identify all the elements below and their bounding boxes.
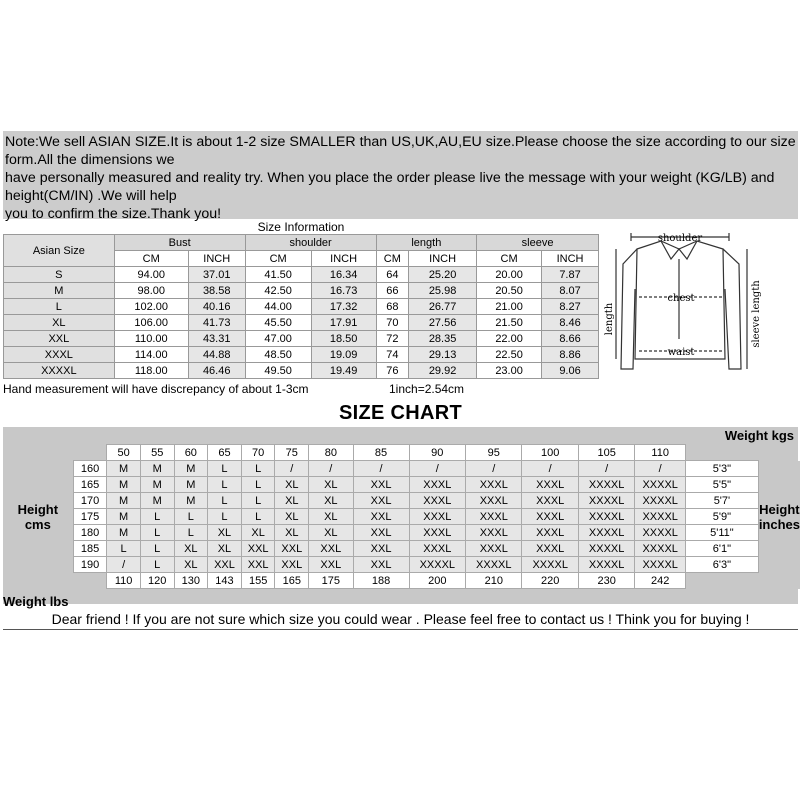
size-cell: L xyxy=(174,525,208,541)
measurement-cell: 44.00 xyxy=(245,299,311,315)
measurement-cell: 40.16 xyxy=(188,299,245,315)
measurement-cell: 22.00 xyxy=(477,331,542,347)
size-cell: M xyxy=(140,477,174,493)
height-row xyxy=(3,493,800,509)
blank-cell xyxy=(73,445,107,461)
measurement-cell: 19.49 xyxy=(311,363,376,379)
weight-lbs-cell: 188 xyxy=(353,573,409,589)
measurement-cell: 26.77 xyxy=(409,299,477,315)
size-information-table xyxy=(3,219,599,379)
blank-cell xyxy=(686,445,759,461)
measurement-cell: 48.50 xyxy=(245,347,311,363)
height-inch-cell: 5'9" xyxy=(686,509,759,525)
height-cm-cell: 190 xyxy=(73,557,107,573)
size-cell: XL xyxy=(174,557,208,573)
blank-cell xyxy=(3,445,73,461)
height-inch-cell: 6'1" xyxy=(686,541,759,557)
measurement-cell: 94.00 xyxy=(114,267,188,283)
size-cell: XXL xyxy=(208,557,242,573)
weight-kg-cell: 55 xyxy=(140,445,174,461)
unit-header: INCH xyxy=(311,251,376,267)
footer-message: Dear friend ! If you are not sure which size you could wear . Please feel free to contact us ! Think you for buying ! xyxy=(3,609,798,630)
size-cell: XXXL xyxy=(466,525,522,541)
size-cell: M xyxy=(174,461,208,477)
size-label: XL xyxy=(4,315,115,331)
sleeve-length-label: sleeve length xyxy=(751,280,762,348)
size-info-row xyxy=(4,315,599,331)
height-inches-label: Height inches xyxy=(758,461,800,573)
measurement-cell: 47.00 xyxy=(245,331,311,347)
size-cell: XXXXL xyxy=(635,509,686,525)
weight-lbs-cell: 155 xyxy=(241,573,275,589)
measurement-cell: 8.86 xyxy=(542,347,599,363)
height-inch-cell: 6'3" xyxy=(686,557,759,573)
height-row xyxy=(3,525,800,541)
size-cell: M xyxy=(174,477,208,493)
height-row xyxy=(3,541,800,557)
size-chart-table xyxy=(3,444,800,589)
weight-lbs-cell: 242 xyxy=(635,573,686,589)
size-cell: L xyxy=(241,477,275,493)
size-cell: L xyxy=(140,509,174,525)
size-cell: XXXXL xyxy=(578,477,634,493)
size-cell: XXXXL xyxy=(578,557,634,573)
note-line: Note:We sell ASIAN SIZE.It is about 1-2 size SMALLER than US,UK,AU,EU size.Please choose the size according to our size xyxy=(5,134,796,150)
size-cell: XL xyxy=(174,541,208,557)
measurement-footnote xyxy=(3,382,599,398)
size-cell: XXXXL xyxy=(635,493,686,509)
size-cell: XXXL xyxy=(522,525,578,541)
size-cell: XXXL xyxy=(409,493,465,509)
size-cell: XXXXL xyxy=(409,557,465,573)
measurement-cell: 21.00 xyxy=(477,299,542,315)
size-cell: M xyxy=(107,477,141,493)
sleeve-header: sleeve xyxy=(477,235,599,251)
weight-lbs-cell: 220 xyxy=(522,573,578,589)
height-inch-cell: 5'3" xyxy=(686,461,759,477)
measurement-cell: 17.91 xyxy=(311,315,376,331)
measurement-cell: 76 xyxy=(376,363,408,379)
weight-kg-cell: 90 xyxy=(409,445,465,461)
measurement-cell: 29.13 xyxy=(409,347,477,363)
shoulder-label: shoulder xyxy=(657,233,703,244)
size-cell: L xyxy=(140,541,174,557)
weight-lbs-cell: 120 xyxy=(140,573,174,589)
measurement-cell: 16.34 xyxy=(311,267,376,283)
size-cell: XXXL xyxy=(466,493,522,509)
measurement-cell: 7.87 xyxy=(542,267,599,283)
size-cell: XL xyxy=(275,525,309,541)
weight-lbs-cell: 200 xyxy=(409,573,465,589)
measurement-cell: 27.56 xyxy=(409,315,477,331)
size-cell: / xyxy=(466,461,522,477)
size-cell: XXL xyxy=(353,509,409,525)
size-cell: M xyxy=(107,509,141,525)
size-cell: XXXL xyxy=(409,509,465,525)
measurement-cell: 29.92 xyxy=(409,363,477,379)
height-cms-label: Height cms xyxy=(3,461,73,573)
size-cell: XL xyxy=(309,493,353,509)
blank-cell xyxy=(3,573,73,589)
height-inch-cell: 5'7' xyxy=(686,493,759,509)
measurement-cell: 72 xyxy=(376,331,408,347)
measurement-cell: 8.07 xyxy=(542,283,599,299)
size-cell: L xyxy=(208,461,242,477)
weight-kg-row xyxy=(3,445,800,461)
measurement-cell: 64 xyxy=(376,267,408,283)
height-inch-cell: 5'11" xyxy=(686,525,759,541)
discrepancy-note: Hand measurement will have discrepancy of about 1-3cm xyxy=(3,382,309,396)
size-cell: XXL xyxy=(241,541,275,557)
weight-lbs-cell: 230 xyxy=(578,573,634,589)
size-label: L xyxy=(4,299,115,315)
size-cell: / xyxy=(309,461,353,477)
note-line: have personally measured and reality try. When you place the order please live the message with your weight (KG/LB) and xyxy=(5,170,775,186)
measurement-cell: 70 xyxy=(376,315,408,331)
size-cell: XXXL xyxy=(466,541,522,557)
size-chart-title: SIZE CHART xyxy=(339,402,462,424)
measurement-cell: 98.00 xyxy=(114,283,188,299)
size-cell: XXL xyxy=(275,541,309,557)
weight-lbs-cell: 210 xyxy=(466,573,522,589)
weight-kg-cell: 110 xyxy=(635,445,686,461)
blank-cell xyxy=(686,573,759,589)
height-cm-cell: 165 xyxy=(73,477,107,493)
measurement-cell: 25.20 xyxy=(409,267,477,283)
weight-kg-cell: 50 xyxy=(107,445,141,461)
size-cell: M xyxy=(107,461,141,477)
size-cell: XL xyxy=(241,525,275,541)
size-cell: / xyxy=(107,557,141,573)
measurement-cell: 41.50 xyxy=(245,267,311,283)
measurement-cell: 110.00 xyxy=(114,331,188,347)
size-cell: XXXL xyxy=(466,477,522,493)
weight-kg-cell: 60 xyxy=(174,445,208,461)
measurement-cell: 16.73 xyxy=(311,283,376,299)
size-cell: L xyxy=(208,477,242,493)
chest-label: chest xyxy=(667,293,695,304)
measurement-cell: 42.50 xyxy=(245,283,311,299)
size-cell: / xyxy=(275,461,309,477)
measurement-cell: 68 xyxy=(376,299,408,315)
size-cell: XXL xyxy=(353,541,409,557)
measurement-cell: 41.73 xyxy=(188,315,245,331)
size-cell: XXXL xyxy=(409,477,465,493)
size-cell: XXXXL xyxy=(635,541,686,557)
size-cell: / xyxy=(353,461,409,477)
measurement-cell: 23.00 xyxy=(477,363,542,379)
blank-cell xyxy=(758,573,800,589)
height-row xyxy=(3,509,800,525)
unit-header: INCH xyxy=(188,251,245,267)
size-cell: M xyxy=(140,461,174,477)
size-cell: XXXL xyxy=(409,525,465,541)
height-row xyxy=(3,461,800,477)
size-cell: XL xyxy=(275,509,309,525)
weight-lbs-cell: 110 xyxy=(107,573,141,589)
waist-label: waist xyxy=(667,347,695,358)
size-cell: L xyxy=(174,509,208,525)
size-cell: XXL xyxy=(353,525,409,541)
size-cell: L xyxy=(208,509,242,525)
measurement-cell: 20.00 xyxy=(477,267,542,283)
size-cell: L xyxy=(140,557,174,573)
size-info-row xyxy=(4,299,599,315)
size-cell: XXXXL xyxy=(522,557,578,573)
measurement-cell: 49.50 xyxy=(245,363,311,379)
size-cell: XXXL xyxy=(466,509,522,525)
weight-kg-cell: 85 xyxy=(353,445,409,461)
size-info-title: Size Information xyxy=(257,219,345,234)
unit-header: CM xyxy=(245,251,311,267)
size-cell: M xyxy=(107,493,141,509)
measurement-cell: 17.32 xyxy=(311,299,376,315)
height-cm-cell: 180 xyxy=(73,525,107,541)
size-cell: M xyxy=(140,493,174,509)
weight-kg-cell: 70 xyxy=(241,445,275,461)
weight-kg-cell: 75 xyxy=(275,445,309,461)
measurement-cell: 22.50 xyxy=(477,347,542,363)
size-label: XXXL xyxy=(4,347,115,363)
size-label: XXXXL xyxy=(4,363,115,379)
measurement-cell: 114.00 xyxy=(114,347,188,363)
measurement-cell: 118.00 xyxy=(114,363,188,379)
size-cell: XXXL xyxy=(409,541,465,557)
height-cm-cell: 185 xyxy=(73,541,107,557)
size-cell: XXL xyxy=(309,541,353,557)
size-cell: L xyxy=(140,525,174,541)
size-cell: XXL xyxy=(353,493,409,509)
size-cell: / xyxy=(409,461,465,477)
weight-lbs-cell: 130 xyxy=(174,573,208,589)
unit-header: INCH xyxy=(542,251,599,267)
weight-lbs-cell: 143 xyxy=(208,573,242,589)
shoulder-header: shoulder xyxy=(245,235,376,251)
shirt-measurement-diagram xyxy=(599,219,798,398)
height-inch-cell: 5'5" xyxy=(686,477,759,493)
measurement-cell: 44.88 xyxy=(188,347,245,363)
size-cell: XXXL xyxy=(522,493,578,509)
size-cell: L xyxy=(241,509,275,525)
measurement-cell: 20.50 xyxy=(477,283,542,299)
measurement-cell: 19.09 xyxy=(311,347,376,363)
weight-kg-cell: 105 xyxy=(578,445,634,461)
measurement-cell: 37.01 xyxy=(188,267,245,283)
note-line: form.All the dimensions we xyxy=(5,152,175,168)
size-cell: XXL xyxy=(353,477,409,493)
measurement-cell: 74 xyxy=(376,347,408,363)
shirt-diagram xyxy=(599,219,798,398)
weight-lbs-label: Weight lbs xyxy=(3,594,69,609)
measurement-cell: 21.50 xyxy=(477,315,542,331)
size-cell: XXXL xyxy=(522,541,578,557)
measurement-cell: 106.00 xyxy=(114,315,188,331)
weight-kg-cell: 80 xyxy=(309,445,353,461)
size-cell: L xyxy=(208,493,242,509)
height-cm-cell: 175 xyxy=(73,509,107,525)
size-cell: XL xyxy=(275,493,309,509)
weight-kg-cell: 95 xyxy=(466,445,522,461)
weight-kg-cell: 65 xyxy=(208,445,242,461)
size-cell: XXL xyxy=(241,557,275,573)
size-cell: XL xyxy=(309,509,353,525)
size-cell: XXXXL xyxy=(466,557,522,573)
weight-lbs-cell: 175 xyxy=(309,573,353,589)
size-info-row xyxy=(4,347,599,363)
measurement-cell: 8.46 xyxy=(542,315,599,331)
size-info-row xyxy=(4,331,599,347)
size-label: XXL xyxy=(4,331,115,347)
size-info-row xyxy=(4,267,599,283)
weight-lbs-row xyxy=(3,573,800,589)
measurement-cell: 66 xyxy=(376,283,408,299)
size-info-row xyxy=(4,283,599,299)
height-row xyxy=(3,557,800,573)
weight-kgs-label: Weight kgs xyxy=(724,428,794,443)
size-cell: M xyxy=(107,525,141,541)
size-cell: XXXL xyxy=(522,477,578,493)
size-cell: XXXXL xyxy=(635,525,686,541)
size-cell: / xyxy=(635,461,686,477)
length-header: length xyxy=(376,235,477,251)
measurement-cell: 28.35 xyxy=(409,331,477,347)
size-label: M xyxy=(4,283,115,299)
size-cell: / xyxy=(578,461,634,477)
measurement-cell: 18.50 xyxy=(311,331,376,347)
size-info-row xyxy=(4,363,599,379)
size-cell: XXXXL xyxy=(635,557,686,573)
size-cell: XXL xyxy=(309,557,353,573)
weight-kg-cell: 100 xyxy=(522,445,578,461)
size-cell: XL xyxy=(208,541,242,557)
height-row xyxy=(3,477,800,493)
size-cell: L xyxy=(241,461,275,477)
height-cm-cell: 160 xyxy=(73,461,107,477)
size-cell: XL xyxy=(309,525,353,541)
measurement-cell: 25.98 xyxy=(409,283,477,299)
size-cell: XXXXL xyxy=(578,525,634,541)
measurement-cell: 102.00 xyxy=(114,299,188,315)
size-cell: M xyxy=(174,493,208,509)
size-cell: XXXXL xyxy=(635,477,686,493)
size-label: S xyxy=(4,267,115,283)
unit-header: CM xyxy=(114,251,188,267)
size-cell: XXXL xyxy=(522,509,578,525)
measurement-cell: 46.46 xyxy=(188,363,245,379)
unit-header: CM xyxy=(477,251,542,267)
size-cell: / xyxy=(522,461,578,477)
size-cell: XL xyxy=(275,477,309,493)
height-cm-cell: 170 xyxy=(73,493,107,509)
size-cell: XXXXL xyxy=(578,493,634,509)
measurement-cell: 43.31 xyxy=(188,331,245,347)
measurement-cell: 45.50 xyxy=(245,315,311,331)
size-cell: XXXXL xyxy=(578,509,634,525)
measurement-cell: 9.06 xyxy=(542,363,599,379)
size-cell: L xyxy=(241,493,275,509)
size-cell: XXXXL xyxy=(578,541,634,557)
size-cell: L xyxy=(107,541,141,557)
bust-header: Bust xyxy=(114,235,245,251)
size-note xyxy=(3,131,798,222)
size-cell: XL xyxy=(208,525,242,541)
note-line: you to confirm the size.Thank you! xyxy=(5,206,222,222)
unit-header: CM xyxy=(376,251,408,267)
measurement-cell: 8.27 xyxy=(542,299,599,315)
inch-conversion-note: 1inch=2.54cm xyxy=(389,382,465,396)
size-cell: XXL xyxy=(353,557,409,573)
size-cell: XL xyxy=(309,477,353,493)
blank-cell xyxy=(73,573,107,589)
size-cell: XXL xyxy=(275,557,309,573)
note-line: height(CM/IN) .We will help xyxy=(5,188,177,204)
measurement-cell: 8.66 xyxy=(542,331,599,347)
unit-header: INCH xyxy=(409,251,477,267)
weight-lbs-cell: 165 xyxy=(275,573,309,589)
asian-size-header: Asian Size xyxy=(4,235,115,267)
measurement-cell: 38.58 xyxy=(188,283,245,299)
length-label: length xyxy=(604,302,615,336)
